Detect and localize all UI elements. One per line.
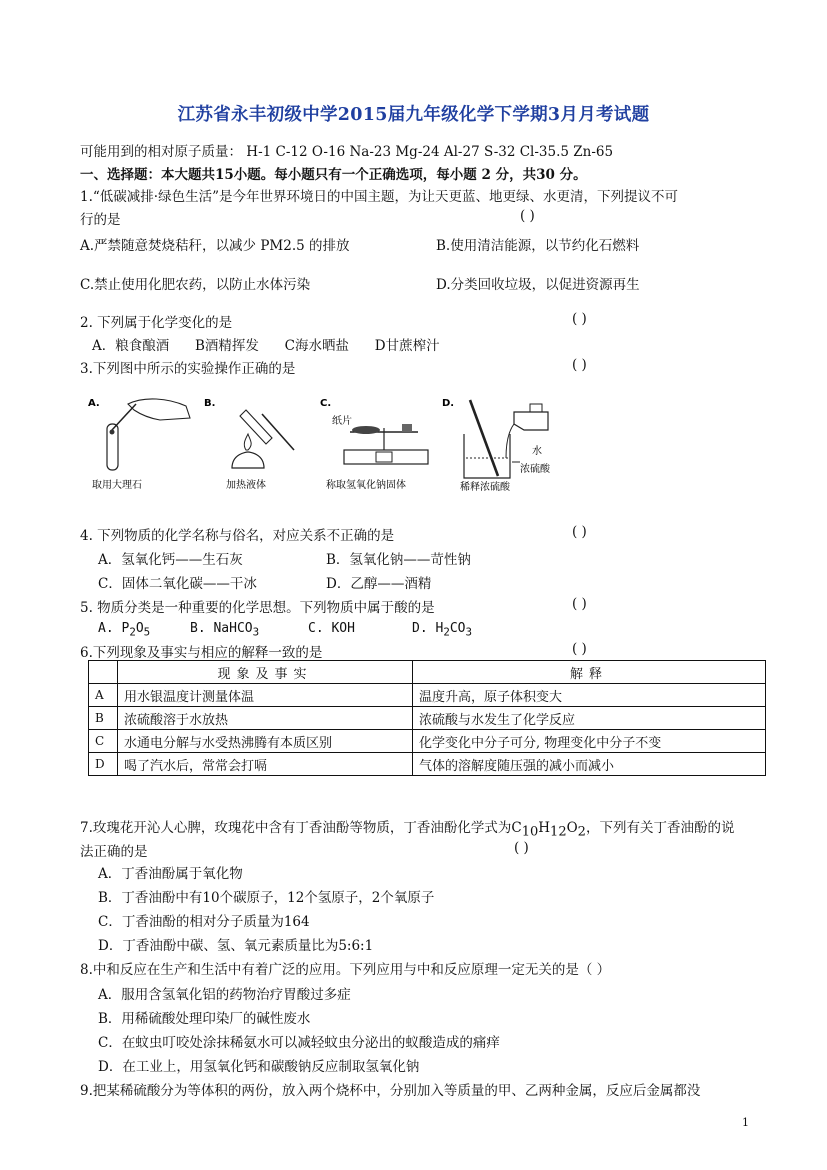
glass-rod-icon bbox=[470, 400, 498, 476]
figure-d-caption: 稀释浓硫酸 bbox=[460, 482, 510, 493]
q7-option-b: B．丁香油酚中有10个碳原子，12个氢原子，2个氧原子 bbox=[98, 890, 435, 906]
q8-option-d: D．在工业上，用氢氧化钙和碳酸钠反应制取氢氧化钠 bbox=[98, 1059, 420, 1075]
figure-c bbox=[318, 392, 442, 498]
q1-option-a: A.严禁随意焚烧秸秆，以减少 PM2.5 的排放 bbox=[80, 238, 350, 254]
dial-icon bbox=[376, 452, 392, 462]
q4-option-d: D．乙醇——酒精 bbox=[326, 576, 432, 592]
weight-icon bbox=[402, 424, 412, 432]
figure-c-letter: C. bbox=[320, 398, 332, 409]
q5-option-c: C. KOH bbox=[308, 621, 355, 636]
header-blank bbox=[89, 661, 118, 684]
q1-stem-line1: 1.“低碳减排·绿色生活”是今年世界环境日的中国主题，为让天更蓝、地更绿、水更清，下列提议不可 bbox=[80, 189, 678, 205]
bottle-label-icon bbox=[530, 404, 542, 412]
beaker-icon bbox=[464, 434, 510, 478]
q2-answer-paren[interactable]: ( ) bbox=[572, 311, 587, 327]
pouring-bottle-icon bbox=[514, 412, 548, 430]
q7-option-d: D．丁香油酚中碳、氢、氧元素质量比为5:6:1 bbox=[98, 938, 374, 954]
q7-stem-line2: 法正确的是 bbox=[80, 844, 148, 860]
figure-a-caption: 取用大理石 bbox=[92, 480, 142, 491]
table-row bbox=[89, 730, 766, 753]
q7-option-c: C．丁香油酚的相对分子质量为164 bbox=[98, 914, 310, 930]
naoh-pile-icon bbox=[352, 426, 380, 434]
row-fact: 水通电分解与水受热沸腾有本质区别 bbox=[118, 730, 413, 753]
figure-c-caption: 称取氢氧化钠固体 bbox=[326, 480, 406, 491]
marble-icon bbox=[110, 430, 115, 435]
q1-stem-line2: 行的是 bbox=[80, 212, 121, 228]
q6-answer-paren[interactable]: ( ) bbox=[572, 641, 587, 657]
page-title: 江苏省永丰初级中学2015届九年级化学下学期3月月考试题 bbox=[177, 105, 650, 125]
section-heading: 一、选择题：本大题共15小题。每小题只有一个正确选项，每小题 2 分，共30 分。 bbox=[80, 167, 587, 183]
q1-option-c: C.禁止使用化肥农药，以防止水体污染 bbox=[80, 277, 311, 293]
q4-option-c: C．固体二氧化碳——干冰 bbox=[98, 576, 257, 592]
q2-options: A．粮食酿酒 B酒精挥发 C海水晒盐 D甘蔗榨汁 bbox=[92, 338, 440, 354]
q5-option-d: D. $H_2CO_3$ bbox=[412, 621, 473, 639]
q8-option-a: A．服用含氢氧化铝的药物治疗胃酸过多症 bbox=[98, 987, 351, 1003]
q7-answer-paren[interactable]: ( ) bbox=[514, 840, 529, 856]
q7-stem-line1: 7.玫瑰花开沁人心脾，玫瑰花中含有丁香油酚等物质，丁香油酚化学式为$C_{10}H_{12}O_2$，下列有关丁香油酚的说 bbox=[80, 820, 735, 840]
q6-table bbox=[88, 660, 766, 776]
figure-c-tag: 纸片 bbox=[332, 416, 352, 427]
table-header-row bbox=[89, 661, 766, 684]
q5-answer-paren[interactable]: ( ) bbox=[572, 596, 587, 612]
figure-b-caption: 加热液体 bbox=[226, 480, 266, 491]
q4-option-b: B．氢氧化钠——苛性钠 bbox=[326, 552, 471, 568]
table-row bbox=[89, 753, 766, 776]
row-fact: 浓硫酸溶于水放热 bbox=[118, 707, 413, 730]
q1-option-b: B.使用清洁能源，以节约化石燃料 bbox=[436, 238, 640, 254]
figure-d bbox=[440, 392, 580, 498]
table-row bbox=[89, 707, 766, 730]
row-explanation: 浓硫酸与水发生了化学反应 bbox=[413, 707, 766, 730]
row-fact: 用水银温度计测量体温 bbox=[118, 684, 413, 707]
flame-icon bbox=[244, 434, 251, 450]
row-fact: 喝了汽水后，常常会打嗝 bbox=[118, 753, 413, 776]
row-explanation: 化学变化中分子可分, 物理变化中分子不变 bbox=[413, 730, 766, 753]
figure-d-letter: D. bbox=[442, 398, 455, 409]
row-key: C bbox=[89, 730, 118, 753]
q9-stem: 9.把某稀硫酸分为等体积的两份，放入两个烧杯中，分别加入等质量的甲、乙两种金属，反应后金属都没 bbox=[80, 1083, 701, 1099]
q1-answer-paren[interactable]: ( ) bbox=[520, 208, 535, 224]
q6-stem: 6.下列现象及事实与相应的解释一致的是 bbox=[80, 645, 323, 661]
test-tube-icon bbox=[240, 410, 272, 444]
figure-a-letter: A. bbox=[88, 398, 100, 409]
q8-option-b: B．用稀硫酸处理印染厂的碱性废水 bbox=[98, 1011, 311, 1027]
q3-stem: 3.下列图中所示的实验操作正确的是 bbox=[80, 361, 296, 377]
figure-a bbox=[86, 392, 198, 498]
alcohol-lamp-icon bbox=[232, 452, 264, 468]
q1-option-d: D.分类回收垃圾，以促进资源再生 bbox=[436, 277, 640, 293]
header-fact: 现象及事实 bbox=[118, 661, 413, 684]
q3-answer-paren[interactable]: ( ) bbox=[572, 357, 587, 373]
row-key: A bbox=[89, 684, 118, 707]
q7-option-a: A．丁香油酚属于氧化物 bbox=[98, 866, 243, 882]
q4-stem: 4. 下列物质的化学名称与俗名，对应关系不正确的是 bbox=[80, 528, 395, 544]
figure-d-acid: 浓硫酸 bbox=[520, 464, 550, 475]
figure-b-letter: B. bbox=[204, 398, 216, 409]
row-explanation: 温度升高，原子体积变大 bbox=[413, 684, 766, 707]
q5-option-b: B. NaHCO$_3$ bbox=[190, 621, 260, 639]
row-key: D bbox=[89, 753, 118, 776]
row-key: B bbox=[89, 707, 118, 730]
q4-answer-paren[interactable]: ( ) bbox=[572, 524, 587, 540]
figure-d-water: 水 bbox=[532, 446, 542, 457]
q5-option-a: A. $P_2O_5$ bbox=[98, 621, 151, 639]
q5-stem: 5. 物质分类是一种重要的化学思想。下列物质中属于酸的是 bbox=[80, 600, 435, 616]
q2-stem: 2. 下列属于化学变化的是 bbox=[80, 315, 233, 331]
figure-b bbox=[202, 392, 306, 498]
q8-option-c: C．在蚊虫叮咬处涂抹稀氨水可以减轻蚊虫分泌出的蚁酸造成的痛痒 bbox=[98, 1035, 500, 1051]
q4-option-a: A．氢氧化钙——生石灰 bbox=[98, 552, 243, 568]
hand-icon bbox=[128, 399, 190, 420]
header-explanation: 解释 bbox=[413, 661, 766, 684]
page-number: 1 bbox=[742, 1116, 749, 1129]
table-row bbox=[89, 684, 766, 707]
q8-stem: 8.中和反应在生产和生活中有着广泛的应用。下列应用与中和反应原理一定无关的是（ ） bbox=[80, 962, 611, 978]
atomic-masses: 可能用到的相对原子质量： H-1 C-12 O-16 Na-23 Mg-24 Al-27 S-32 Cl-35.5 Zn-65 bbox=[80, 144, 614, 160]
row-explanation: 气体的溶解度随压强的减小而减小 bbox=[413, 753, 766, 776]
